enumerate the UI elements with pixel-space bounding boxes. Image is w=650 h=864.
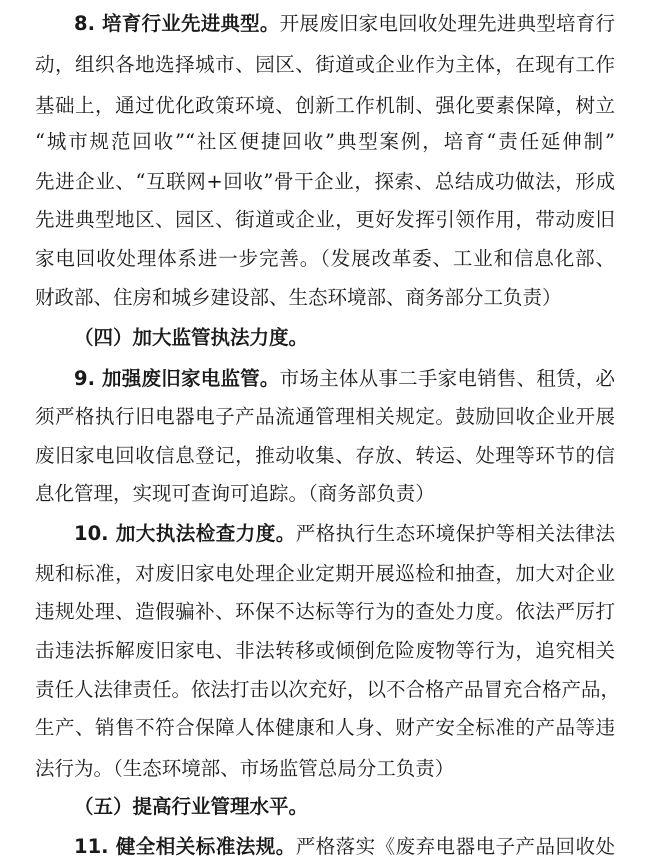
paragraph-10-line-2: 规和标准，对废旧家电处理企业定期开展巡检和抽查，加大对企业 — [35, 562, 615, 585]
paragraph-10-line-1 — [74, 516, 615, 552]
paragraph-8-line-8: 财政部、住房和城乡建设部、生态环境部、商务部分工负责） — [35, 286, 562, 309]
paragraph-9-text: 市场主体从事二手家电销售、租赁，必 — [279, 367, 615, 390]
paragraph-8-title: 8. 培育行业先进典型。 — [74, 12, 280, 35]
paragraph-10-line-6: 生产、销售不符合保障人体健康和人身、财产安全标准的产品等违 — [35, 716, 615, 739]
paragraph-8-line-3: 基础上，通过优化政策环境、创新工作机制、强化要素保障，树立 — [35, 94, 615, 117]
paragraph-11-line-1 — [74, 829, 615, 864]
paragraph-9-title: 9. 加强废旧家电监管。 — [74, 367, 280, 390]
paragraph-10-line-3: 违规处理、造假骗补、环保不达标等行为的查处力度。依法严厉打 — [35, 600, 615, 623]
paragraph-10-line-5: 责任人法律责任。依法打击以次充好，以不合格产品冒充合格产品， — [35, 678, 621, 701]
section-heading-4: （四）加大监管执法力度。 — [74, 326, 309, 349]
paragraph-8-line-1 — [74, 6, 615, 42]
paragraph-11-text: 严格落实《废弃电器电子产品回收处 — [295, 835, 615, 858]
paragraph-8-line-5: 先进企业、“互联网+回收”骨干企业，探索、总结成功做法，形成 — [35, 170, 615, 193]
paragraph-10-title: 10. 加大执法检查力度。 — [74, 522, 296, 545]
paragraph-8-line-7: 家电回收处理体系进一步完善。（发展改革委、工业和信息化部、 — [35, 247, 615, 270]
paragraph-8-line-6: 先进典型地区、园区、街道或企业，更好发挥引领作用，带动废旧 — [35, 208, 615, 231]
paragraph-11-title: 11. 健全相关标准法规。 — [74, 835, 296, 858]
paragraph-9-line-1 — [74, 361, 615, 397]
paragraph-8-line-2: 动，组织各地选择城市、园区、街道或企业作为主体，在现有工作 — [35, 53, 615, 76]
paragraph-10-line-4: 击违法拆解废旧家电、非法转移或倾倒危险废物等行为，追究相关 — [35, 639, 615, 662]
paragraph-9-line-4: 息化管理，实现可查询可追踪。（商务部负责） — [35, 482, 435, 505]
paragraph-8-line-4: “城市规范回收”“社区便捷回收”典型案例，培育“责任延伸制” — [35, 130, 615, 153]
paragraph-9-line-3: 废旧家电回收信息登记，推动收集、存放、转运、处理等环节的信 — [35, 444, 615, 467]
paragraph-10-line-7: 法行为。（生态环境部、市场监管总局分工负责） — [35, 757, 455, 780]
paragraph-9-line-2: 须严格执行旧电器电子产品流通管理相关规定。鼓励回收企业开展 — [35, 405, 615, 428]
paragraph-10-text: 严格执行生态环境保护等相关法律法 — [295, 522, 615, 545]
paragraph-8-text: 开展废旧家电回收处理先进典型培育行 — [279, 12, 615, 35]
section-heading-5: （五）提高行业管理水平。 — [74, 795, 309, 818]
